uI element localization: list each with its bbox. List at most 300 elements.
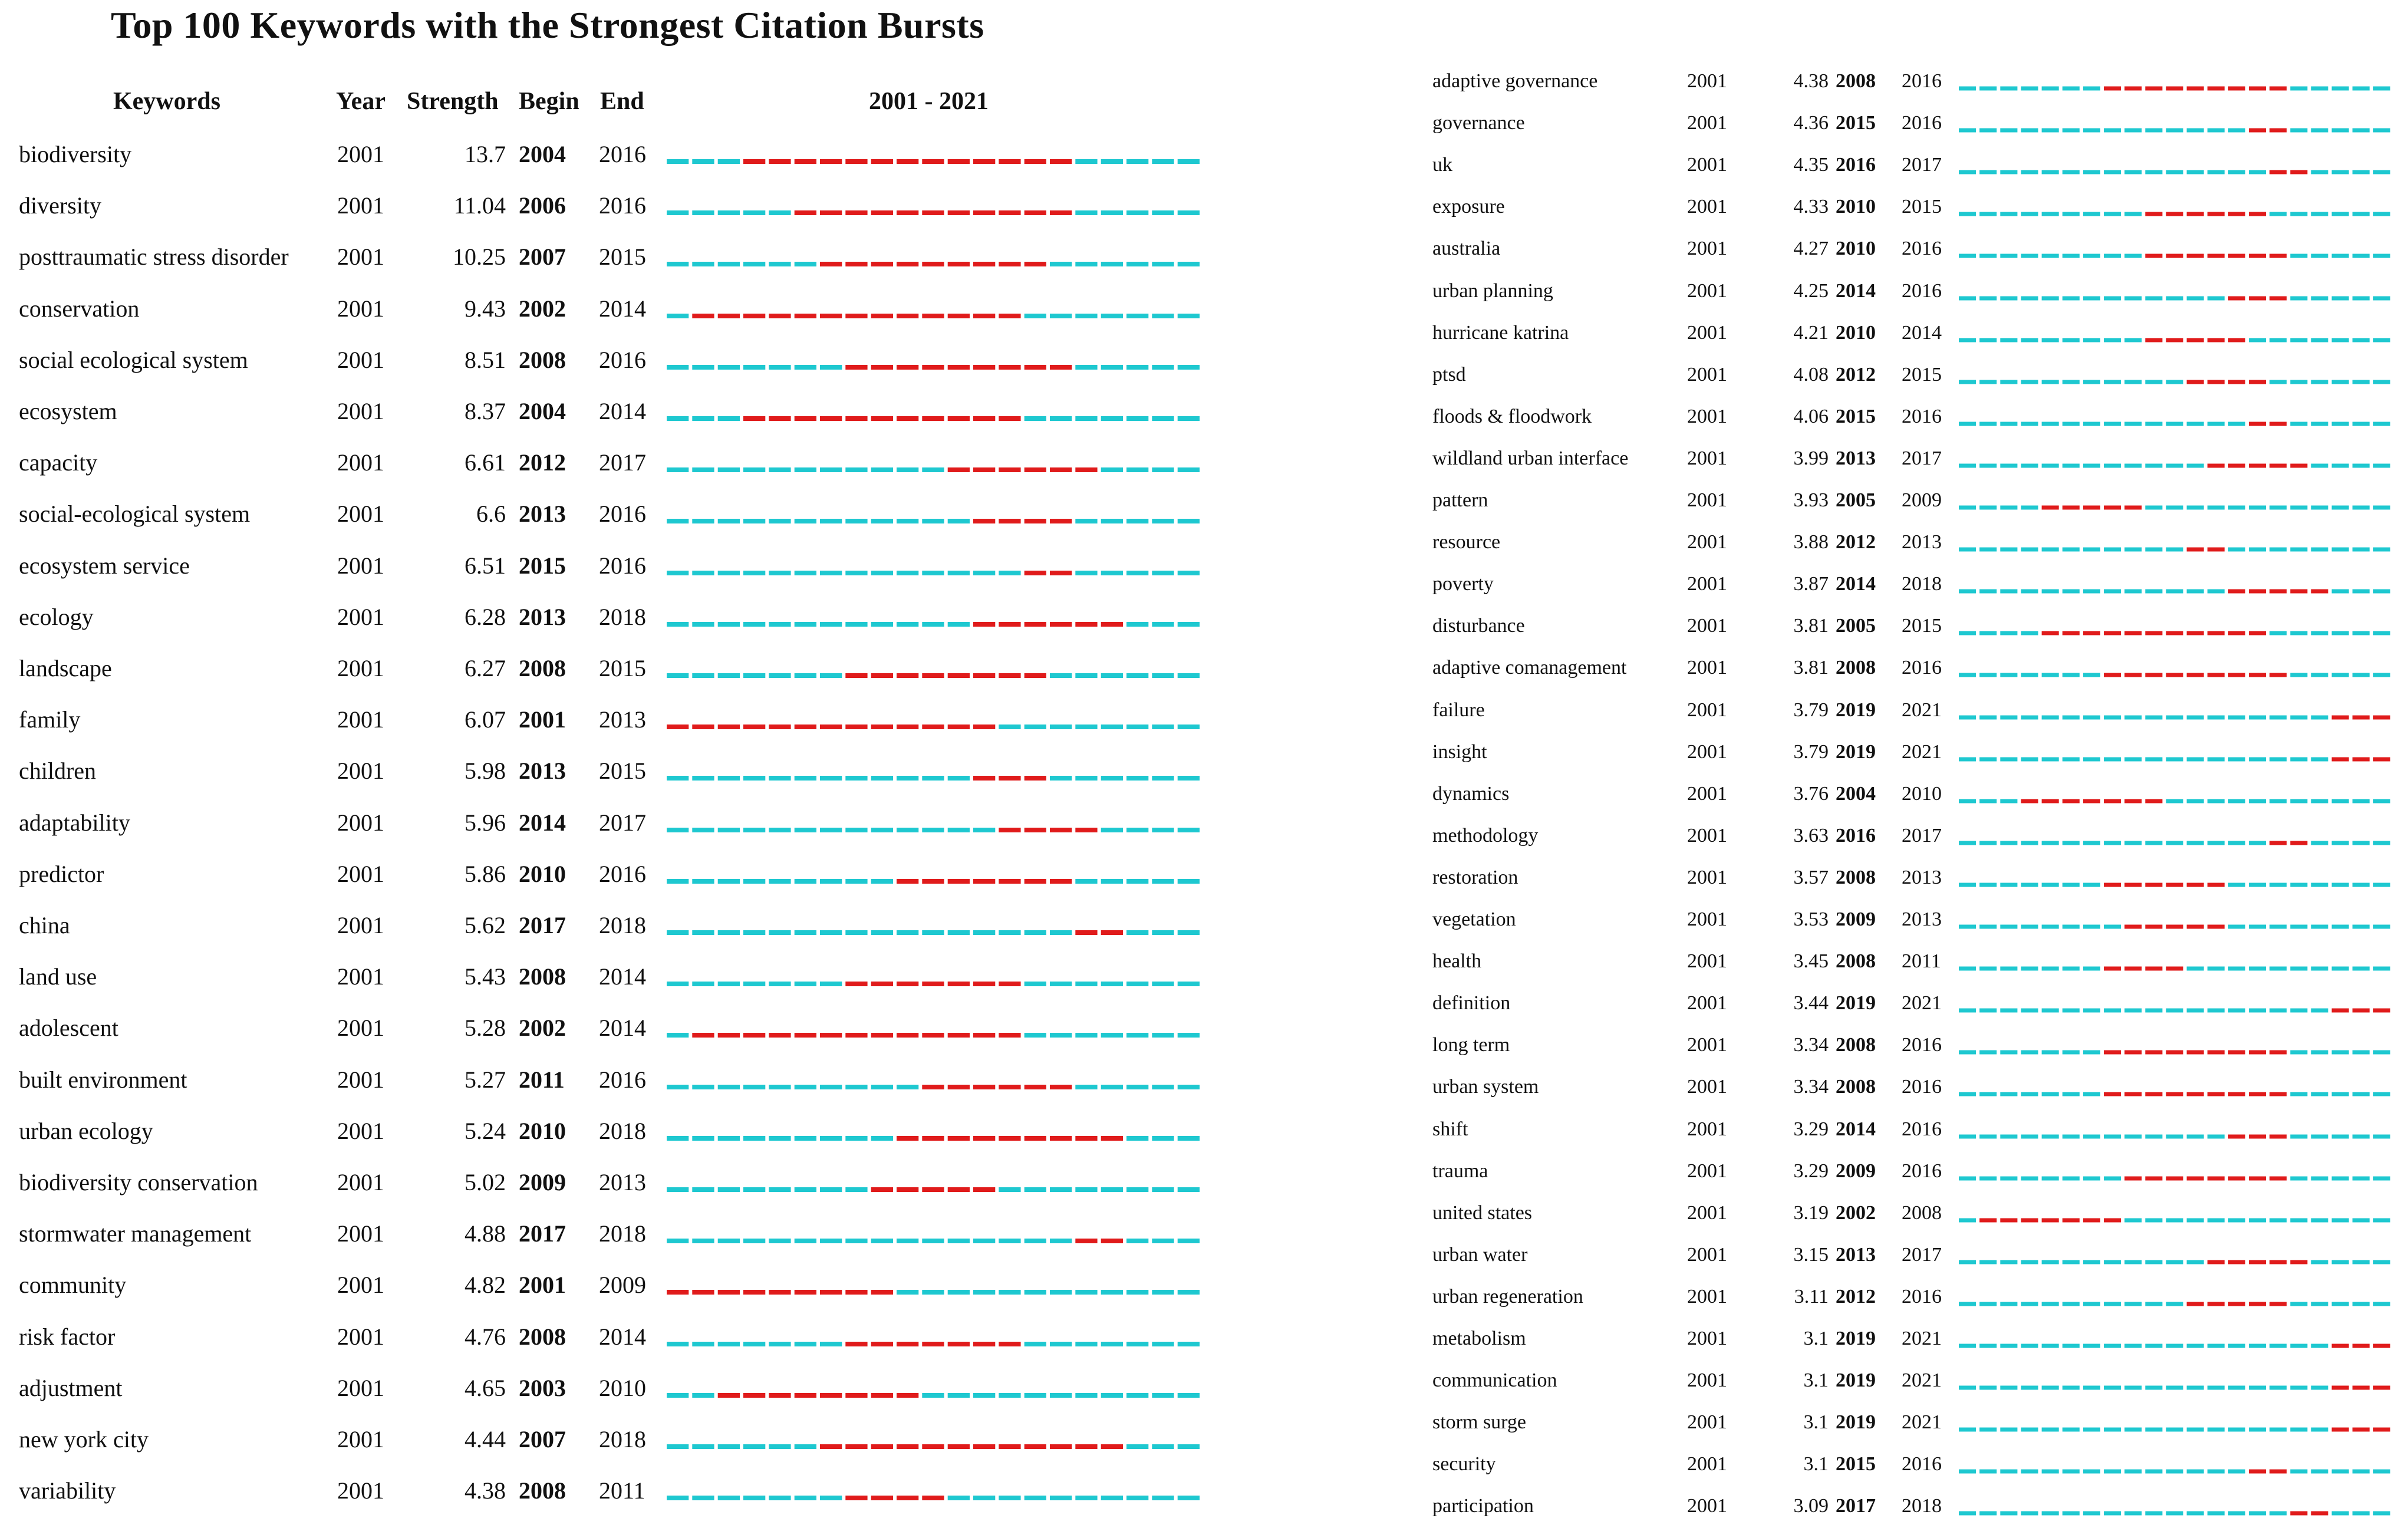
baseline-segment	[1126, 519, 1148, 523]
baseline-segment	[795, 930, 816, 935]
year-value: 2001	[337, 860, 384, 887]
baseline-segment	[692, 1187, 714, 1192]
burst-segment	[795, 314, 816, 318]
baseline-segment	[2249, 967, 2266, 971]
baseline-segment	[1178, 725, 1200, 729]
burst-segment	[2269, 129, 2287, 133]
strength-value: 4.06	[1793, 405, 1829, 427]
baseline-segment	[1126, 1085, 1148, 1089]
baseline-segment	[2042, 463, 2059, 467]
baseline-segment	[769, 1444, 790, 1449]
burst-timeline	[1957, 166, 2392, 178]
baseline-segment	[845, 1239, 867, 1243]
burst-segment	[2104, 631, 2121, 635]
keyword-label: urban regeneration	[1432, 1285, 1583, 1308]
burst-segment	[999, 1085, 1020, 1089]
baseline-segment	[2000, 967, 2017, 971]
burst-segment	[1025, 467, 1046, 472]
baseline-segment	[2104, 296, 2121, 300]
baseline-segment	[1126, 930, 1148, 935]
baseline-segment	[2373, 421, 2390, 426]
burst-timeline	[1957, 460, 2392, 472]
end-year: 2018	[599, 912, 646, 938]
burst-segment	[2063, 506, 2080, 510]
baseline-segment	[2249, 170, 2266, 174]
baseline-segment	[2042, 1092, 2059, 1096]
burst-segment	[1075, 1136, 1097, 1141]
burst-timeline	[665, 1389, 1201, 1401]
baseline-segment	[692, 416, 714, 421]
baseline-segment	[2290, 1470, 2307, 1474]
baseline-segment	[1152, 262, 1174, 266]
baseline-segment	[948, 776, 970, 781]
baseline-segment	[2353, 882, 2370, 887]
baseline-segment	[2063, 1386, 2080, 1390]
burst-timeline	[665, 1235, 1201, 1247]
baseline-segment	[1101, 519, 1123, 523]
burst-segment	[897, 365, 918, 370]
end-year: 2021	[1902, 992, 1942, 1015]
begin-year: 2015	[519, 552, 566, 579]
baseline-segment	[1152, 1239, 1174, 1243]
keyword-label: community	[19, 1272, 127, 1299]
baseline-segment	[2104, 1302, 2121, 1306]
baseline-segment	[999, 930, 1020, 935]
baseline-segment	[2042, 1344, 2059, 1348]
keyword-label: adolescent	[19, 1015, 118, 1042]
baseline-segment	[1126, 622, 1148, 627]
baseline-segment	[845, 519, 867, 523]
burst-segment	[2187, 380, 2204, 384]
baseline-segment	[1979, 87, 1997, 91]
burst-segment	[2208, 254, 2225, 258]
burst-segment	[2208, 1092, 2225, 1096]
baseline-segment	[1101, 159, 1123, 164]
burst-segment	[999, 776, 1020, 781]
baseline-segment	[2083, 296, 2100, 300]
burst-segment	[2228, 1176, 2245, 1180]
begin-year: 2005	[1836, 615, 1876, 637]
burst-segment	[2228, 1134, 2245, 1138]
burst-segment	[1025, 210, 1046, 215]
baseline-segment	[1101, 210, 1123, 215]
strength-value: 3.1	[1803, 1453, 1829, 1476]
burst-segment	[948, 1033, 970, 1038]
baseline-segment	[820, 879, 842, 884]
baseline-segment	[1959, 548, 1976, 552]
keyword-label: adjustment	[19, 1374, 123, 1401]
baseline-segment	[2373, 631, 2390, 635]
year-value: 2001	[1687, 1034, 1727, 1056]
baseline-segment	[718, 210, 740, 215]
baseline-segment	[2063, 1009, 2080, 1013]
begin-year: 2016	[1836, 154, 1876, 176]
burst-timeline	[1957, 1256, 2392, 1268]
baseline-segment	[1152, 467, 1174, 472]
burst-segment	[871, 1342, 893, 1346]
baseline-segment	[2166, 548, 2183, 552]
baseline-segment	[2228, 1218, 2245, 1222]
baseline-segment	[2166, 841, 2183, 845]
baseline-segment	[2021, 1009, 2038, 1013]
baseline-segment	[2021, 421, 2038, 426]
baseline-segment	[718, 622, 740, 627]
baseline-segment	[2104, 1386, 2121, 1390]
baseline-segment	[1126, 262, 1148, 266]
burst-segment	[2269, 841, 2287, 845]
baseline-segment	[2166, 1218, 2183, 1222]
burst-segment	[948, 262, 970, 266]
baseline-segment	[692, 1136, 714, 1141]
strength-value: 5.43	[465, 963, 506, 990]
baseline-segment	[667, 210, 689, 215]
baseline-segment	[2000, 1134, 2017, 1138]
burst-segment	[2208, 673, 2225, 677]
year-value: 2001	[1687, 782, 1727, 805]
strength-value: 3.34	[1793, 1034, 1829, 1056]
end-year: 2018	[599, 1220, 646, 1247]
baseline-segment	[1959, 799, 1976, 803]
baseline-segment	[1025, 314, 1046, 318]
baseline-segment	[2373, 673, 2390, 677]
baseline-segment	[1075, 210, 1097, 215]
baseline-segment	[2187, 1470, 2204, 1474]
burst-segment	[718, 314, 740, 318]
burst-segment	[2249, 1302, 2266, 1306]
burst-timeline	[665, 1492, 1201, 1504]
burst-segment	[2145, 338, 2162, 342]
header-end: End	[600, 88, 644, 115]
burst-segment	[973, 210, 995, 215]
end-year: 2016	[1902, 1285, 1942, 1308]
burst-segment	[2249, 380, 2266, 384]
burst-segment	[743, 725, 765, 729]
baseline-segment	[1979, 1302, 1997, 1306]
baseline-segment	[1152, 571, 1174, 575]
baseline-segment	[1075, 1085, 1097, 1089]
baseline-segment	[2311, 1260, 2328, 1264]
begin-year: 2013	[519, 603, 566, 630]
burst-segment	[718, 1033, 740, 1038]
baseline-segment	[1126, 1342, 1148, 1346]
burst-segment	[2228, 212, 2245, 216]
baseline-segment	[2353, 1470, 2370, 1474]
baseline-segment	[2311, 548, 2328, 552]
keyword-label: china	[19, 912, 70, 938]
strength-value: 3.1	[1803, 1411, 1829, 1434]
baseline-segment	[2124, 1260, 2142, 1264]
baseline-segment	[692, 365, 714, 370]
burst-segment	[743, 159, 765, 164]
baseline-segment	[2311, 254, 2328, 258]
baseline-segment	[1959, 925, 1976, 929]
burst-timeline	[665, 1184, 1201, 1196]
baseline-segment	[1178, 930, 1200, 935]
burst-segment	[2145, 212, 2162, 216]
year-value: 2001	[1687, 112, 1727, 134]
baseline-segment	[999, 1393, 1020, 1398]
burst-segment	[795, 159, 816, 164]
baseline-segment	[1959, 1470, 1976, 1474]
burst-segment	[1050, 519, 1072, 523]
keyword-label: australia	[1432, 238, 1501, 260]
baseline-segment	[999, 571, 1020, 575]
strength-value: 5.24	[465, 1117, 506, 1144]
baseline-segment	[1959, 380, 1976, 384]
burst-segment	[1025, 1444, 1046, 1449]
baseline-segment	[2332, 170, 2349, 174]
baseline-segment	[2145, 296, 2162, 300]
baseline-segment	[948, 571, 970, 575]
baseline-segment	[1025, 1290, 1046, 1295]
baseline-segment	[795, 1342, 816, 1346]
year-value: 2001	[1687, 657, 1727, 679]
baseline-segment	[1959, 421, 1976, 426]
strength-value: 8.37	[465, 398, 506, 424]
baseline-segment	[2063, 380, 2080, 384]
baseline-segment	[2311, 757, 2328, 761]
baseline-segment	[2021, 673, 2038, 677]
baseline-segment	[1979, 631, 1997, 635]
baseline-segment	[667, 519, 689, 523]
burst-segment	[2311, 1511, 2328, 1516]
burst-segment	[2332, 757, 2349, 761]
baseline-segment	[2042, 1009, 2059, 1013]
baseline-segment	[2187, 1386, 2204, 1390]
baseline-segment	[2042, 882, 2059, 887]
year-value: 2001	[337, 1374, 384, 1401]
baseline-segment	[718, 159, 740, 164]
burst-segment	[2269, 1176, 2287, 1180]
baseline-segment	[2000, 1050, 2017, 1055]
baseline-segment	[718, 1496, 740, 1500]
baseline-segment	[922, 622, 944, 627]
baseline-segment	[2332, 799, 2349, 803]
baseline-segment	[1178, 622, 1200, 627]
baseline-segment	[2290, 1092, 2307, 1096]
baseline-segment	[2166, 799, 2183, 803]
baseline-segment	[2353, 338, 2370, 342]
baseline-segment	[2187, 170, 2204, 174]
baseline-segment	[1959, 338, 1976, 342]
burst-segment	[743, 1033, 765, 1038]
burst-timeline	[665, 1132, 1201, 1144]
baseline-segment	[1075, 365, 1097, 370]
baseline-segment	[2332, 1470, 2349, 1474]
strength-value: 3.81	[1793, 657, 1829, 679]
baseline-segment	[2166, 170, 2183, 174]
baseline-segment	[2311, 463, 2328, 467]
burst-segment	[692, 725, 714, 729]
baseline-segment	[1126, 416, 1148, 421]
baseline-segment	[922, 519, 944, 523]
year-value: 2001	[337, 1169, 384, 1196]
baseline-segment	[2353, 87, 2370, 91]
baseline-segment	[2311, 212, 2328, 216]
baseline-segment	[1101, 828, 1123, 832]
burst-segment	[2104, 1050, 2121, 1055]
baseline-segment	[2290, 1134, 2307, 1138]
end-year: 2011	[1902, 950, 1941, 973]
burst-segment	[1101, 930, 1123, 935]
keyword-label: ptsd	[1432, 363, 1466, 386]
baseline-segment	[2269, 380, 2287, 384]
baseline-segment	[2000, 1302, 2017, 1306]
baseline-segment	[2124, 548, 2142, 552]
burst-timeline	[665, 824, 1201, 836]
baseline-segment	[1050, 314, 1072, 318]
year-value: 2001	[337, 500, 384, 528]
burst-segment	[2249, 1470, 2266, 1474]
baseline-segment	[2021, 590, 2038, 594]
baseline-segment	[2290, 548, 2307, 552]
burst-segment	[1050, 1085, 1072, 1089]
burst-segment	[2228, 87, 2245, 91]
baseline-segment	[2332, 1050, 2349, 1055]
baseline-segment	[2290, 380, 2307, 384]
baseline-segment	[2145, 1260, 2162, 1264]
strength-value: 3.63	[1793, 824, 1829, 847]
baseline-segment	[2021, 925, 2038, 929]
keyword-label: children	[19, 758, 97, 785]
baseline-segment	[2228, 1344, 2245, 1348]
baseline-segment	[2000, 1092, 2017, 1096]
burst-segment	[973, 622, 995, 627]
keyword-label: methodology	[1432, 824, 1539, 847]
year-value: 2001	[1687, 573, 1727, 595]
keyword-label: ecosystem service	[19, 552, 190, 579]
baseline-segment	[1126, 467, 1148, 472]
baseline-segment	[2332, 967, 2349, 971]
burst-segment	[2353, 715, 2370, 719]
baseline-segment	[2290, 254, 2307, 258]
baseline-segment	[2124, 1511, 2142, 1516]
year-value: 2001	[337, 398, 384, 424]
burst-segment	[897, 159, 918, 164]
baseline-segment	[2145, 1511, 2162, 1516]
burst-segment	[1050, 210, 1072, 215]
strength-value: 3.88	[1793, 531, 1829, 554]
strength-value: 3.44	[1793, 992, 1829, 1015]
burst-timeline	[1957, 1298, 2392, 1310]
baseline-segment	[2228, 841, 2245, 845]
burst-segment	[1050, 879, 1072, 884]
burst-segment	[922, 416, 944, 421]
begin-year: 2012	[1836, 1285, 1876, 1308]
keyword-label: variability	[19, 1477, 116, 1504]
keyword-label: shift	[1432, 1118, 1468, 1140]
burst-timeline	[665, 1338, 1201, 1350]
baseline-segment	[2353, 1260, 2370, 1264]
baseline-segment	[2104, 380, 2121, 384]
burst-segment	[2042, 1218, 2059, 1222]
baseline-segment	[2000, 296, 2017, 300]
keyword-label: landscape	[19, 655, 112, 681]
baseline-segment	[2021, 129, 2038, 133]
begin-year: 2007	[519, 1426, 566, 1453]
baseline-segment	[1959, 254, 1976, 258]
burst-segment	[948, 314, 970, 318]
baseline-segment	[1101, 1187, 1123, 1192]
strength-value: 4.38	[465, 1477, 506, 1504]
burst-segment	[845, 1342, 867, 1346]
baseline-segment	[1152, 519, 1174, 523]
baseline-segment	[2332, 87, 2349, 91]
baseline-segment	[1101, 1033, 1123, 1038]
burst-segment	[973, 314, 995, 318]
baseline-segment	[2042, 1302, 2059, 1306]
keyword-label: predictor	[19, 860, 104, 887]
burst-segment	[948, 416, 970, 421]
burst-timeline	[665, 927, 1201, 938]
burst-segment	[2104, 506, 2121, 510]
baseline-segment	[667, 930, 689, 935]
burst-segment	[973, 1136, 995, 1141]
baseline-segment	[2290, 1050, 2307, 1055]
burst-segment	[2063, 631, 2080, 635]
year-value: 2001	[1687, 531, 1727, 554]
baseline-segment	[2063, 590, 2080, 594]
burst-segment	[2187, 925, 2204, 929]
burst-segment	[1025, 519, 1046, 523]
baseline-segment	[2373, 1260, 2390, 1264]
baseline-segment	[1126, 725, 1148, 729]
burst-segment	[692, 1033, 714, 1038]
baseline-segment	[2166, 1386, 2183, 1390]
baseline-segment	[897, 828, 918, 832]
baseline-segment	[1050, 776, 1072, 781]
baseline-segment	[667, 416, 689, 421]
burst-timeline	[1957, 1466, 2392, 1477]
baseline-segment	[2290, 757, 2307, 761]
baseline-segment	[2228, 967, 2245, 971]
baseline-segment	[2000, 421, 2017, 426]
keyword-label: communication	[1432, 1369, 1557, 1392]
baseline-segment	[1178, 519, 1200, 523]
baseline-segment	[1178, 571, 1200, 575]
baseline-segment	[1152, 1342, 1174, 1346]
keyword-label: restoration	[1432, 866, 1518, 888]
baseline-segment	[2228, 925, 2245, 929]
burst-segment	[2124, 1050, 2142, 1055]
baseline-segment	[2042, 1428, 2059, 1432]
baseline-segment	[667, 314, 689, 318]
baseline-segment	[2290, 715, 2307, 719]
end-year: 2016	[1902, 112, 1942, 134]
burst-timeline	[665, 156, 1201, 167]
burst-segment	[948, 1085, 970, 1089]
burst-segment	[973, 262, 995, 266]
burst-segment	[999, 1342, 1020, 1346]
baseline-segment	[1959, 1511, 1976, 1516]
baseline-segment	[2311, 1134, 2328, 1138]
baseline-segment	[692, 1085, 714, 1089]
burst-segment	[820, 314, 842, 318]
burst-segment	[2311, 590, 2328, 594]
keyword-label: adaptability	[19, 809, 130, 836]
end-year: 2015	[599, 758, 646, 785]
baseline-segment	[2000, 463, 2017, 467]
burst-segment	[1075, 467, 1097, 472]
baseline-segment	[692, 210, 714, 215]
baseline-segment	[2000, 1511, 2017, 1516]
baseline-segment	[2021, 1302, 2038, 1306]
baseline-segment	[1979, 170, 1997, 174]
burst-segment	[2249, 212, 2266, 216]
baseline-segment	[2228, 170, 2245, 174]
baseline-segment	[1959, 715, 1976, 719]
baseline-segment	[667, 467, 689, 472]
